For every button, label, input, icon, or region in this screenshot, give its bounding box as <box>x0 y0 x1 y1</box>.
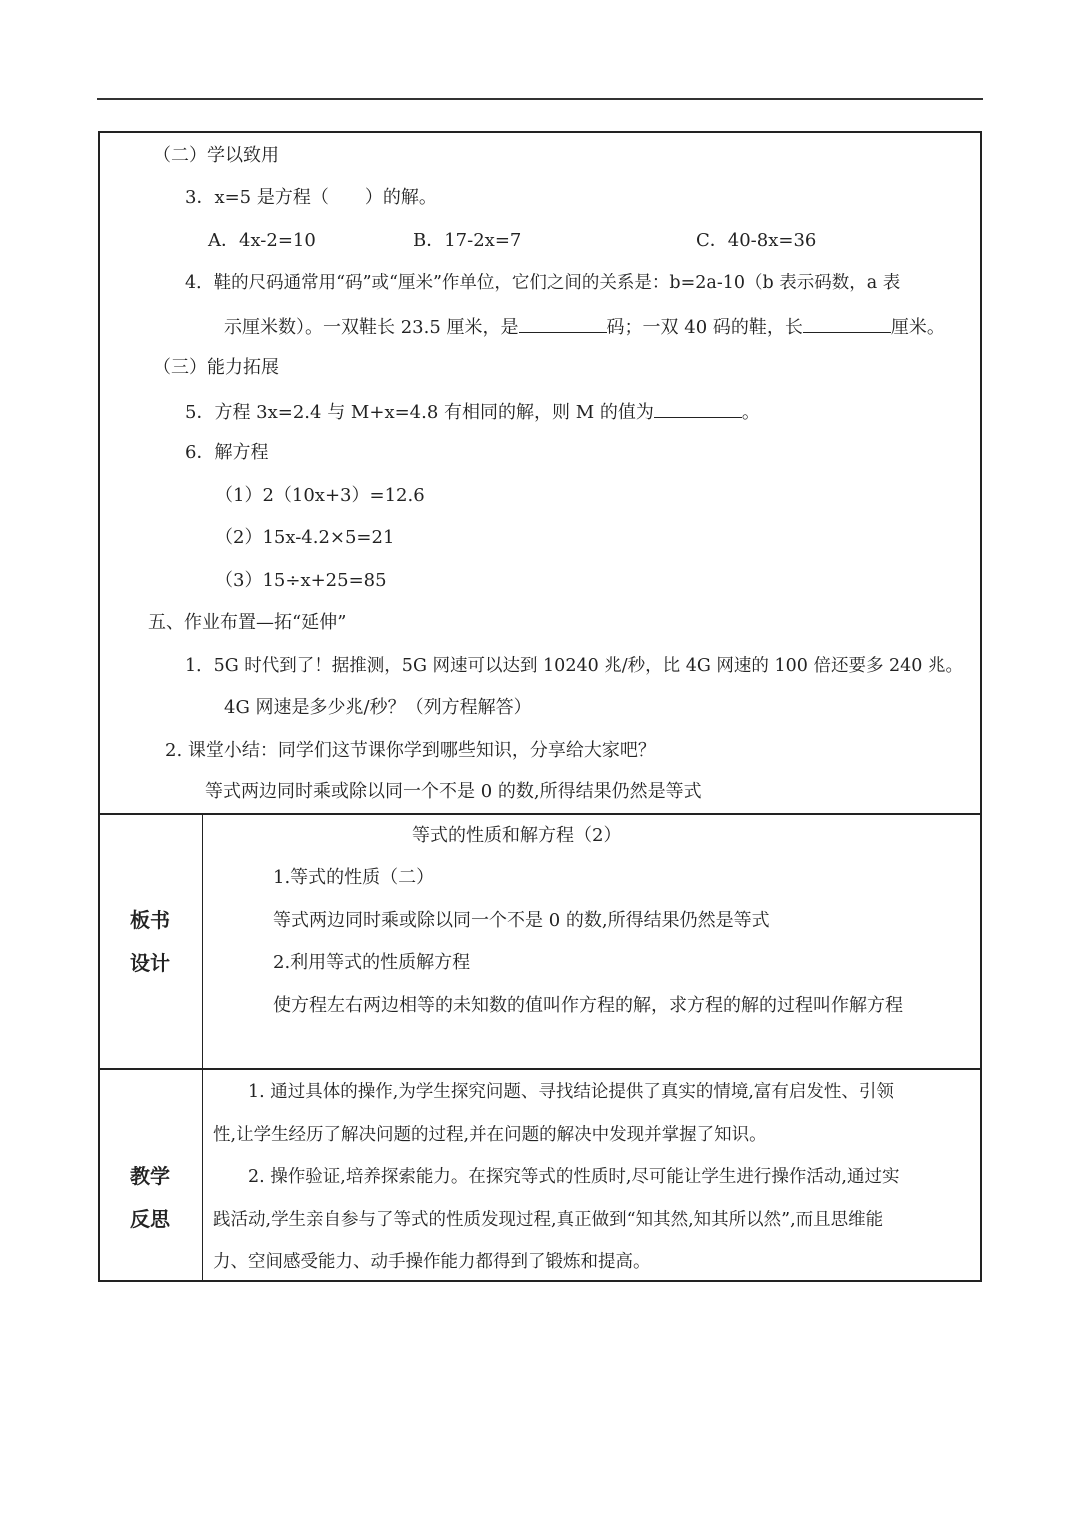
question-6: 6．解方程 <box>185 442 269 463</box>
q5-text-b: 。 <box>741 402 760 423</box>
board-title: 等式的性质和解方程（2） <box>412 825 622 846</box>
board-item-2: 2.利用等式的性质解方程 <box>273 952 471 973</box>
q3-option-c: C．40-8x=36 <box>696 230 817 251</box>
header-rule <box>97 98 983 100</box>
homework-1-line2: 4G 网速是多少兆/秒？（列方程解答） <box>224 697 532 718</box>
q4-text-a: 示厘米数）。一双鞋长 23.5 厘米，是 <box>224 317 519 338</box>
homework-1-line1: 1．5G 时代到了！据推测，5G 网速可以达到 10240 兆/秒，比 4G 网速的 100 倍还要多 240 兆。 <box>185 656 963 676</box>
reflection-p2-line2: 践活动,学生亲自参与了等式的性质发现过程,真正做到“知其然,知其所以然”,而且思维能 <box>213 1210 884 1230</box>
board-item-1: 1.等式的性质（二） <box>273 867 435 888</box>
practice-section <box>98 131 982 815</box>
q5-blank[interactable] <box>654 399 742 418</box>
board-item-1-text: 等式两边同时乘或除以同一个不是 0 的数,所得结果仍然是等式 <box>273 910 770 931</box>
q6-item-3: （3）15÷x+25=85 <box>215 570 387 591</box>
homework-title: 五、作业布置—拓“延伸” <box>148 612 347 633</box>
reflection-label-line1: 教学 <box>130 1164 170 1188</box>
reflection-section <box>98 1068 982 1282</box>
q3-option-a: A．4x-2=10 <box>208 230 316 251</box>
homework-2-answer: 等式两边同时乘或除以同一个不是 0 的数,所得结果仍然是等式 <box>205 781 702 802</box>
question-3: 3．x=5 是方程（ ）的解。 <box>185 187 437 208</box>
q4-text-b: 码；一双 40 码的鞋，长 <box>606 317 803 338</box>
question-4-line2 <box>224 314 945 340</box>
reflection-label-line2: 反思 <box>130 1207 170 1231</box>
q5-text-a: 5．方程 3x=2.4 与 M+x=4.8 有相同的解，则 M 的值为 <box>185 402 654 423</box>
board-label-line2: 设计 <box>130 951 170 975</box>
section3-title: （三）能力拓展 <box>153 357 279 378</box>
reflection-p2-line1: 2. 操作验证,培养探索能力。在探究等式的性质时,尽可能让学生进行操作活动,通过实 <box>248 1167 900 1187</box>
question-4-line1: 4．鞋的尺码通常用“码”或“厘米”作单位，它们之间的关系是：b=2a-10（b 表示码数，a 表 <box>185 273 901 293</box>
q4-text-c: 厘米。 <box>890 317 945 338</box>
column-divider <box>202 1070 203 1280</box>
q6-item-2: （2）15x-4.2×5=21 <box>215 527 395 548</box>
reflection-p2-line3: 力、空间感受能力、动手操作能力都得到了锻炼和提高。 <box>213 1252 651 1272</box>
q6-item-1: （1）2（10x+3）=12.6 <box>215 485 425 506</box>
section2-title: （二）学以致用 <box>153 145 279 166</box>
board-design-section <box>98 813 982 1070</box>
q4-blank-2[interactable] <box>803 314 891 333</box>
reflection-p1-line2: 性,让学生经历了解决问题的过程,并在问题的解决中发现并掌握了知识。 <box>213 1125 767 1145</box>
q4-blank-1[interactable] <box>519 314 607 333</box>
reflection-p1-line1: 1. 通过具体的操作,为学生探究问题、寻找结论提供了真实的情境,富有启发性、引领 <box>248 1082 894 1102</box>
board-label-line1: 板书 <box>130 908 170 932</box>
column-divider <box>202 815 203 1068</box>
question-5 <box>185 399 760 425</box>
homework-2: 2. 课堂小结：同学们这节课你学到哪些知识，分享给大家吧？ <box>165 740 656 761</box>
board-item-2-text: 使方程左右两边相等的未知数的值叫作方程的解，求方程的解的过程叫作解方程 <box>273 995 903 1016</box>
q3-option-b: B．17-2x=7 <box>413 230 522 251</box>
